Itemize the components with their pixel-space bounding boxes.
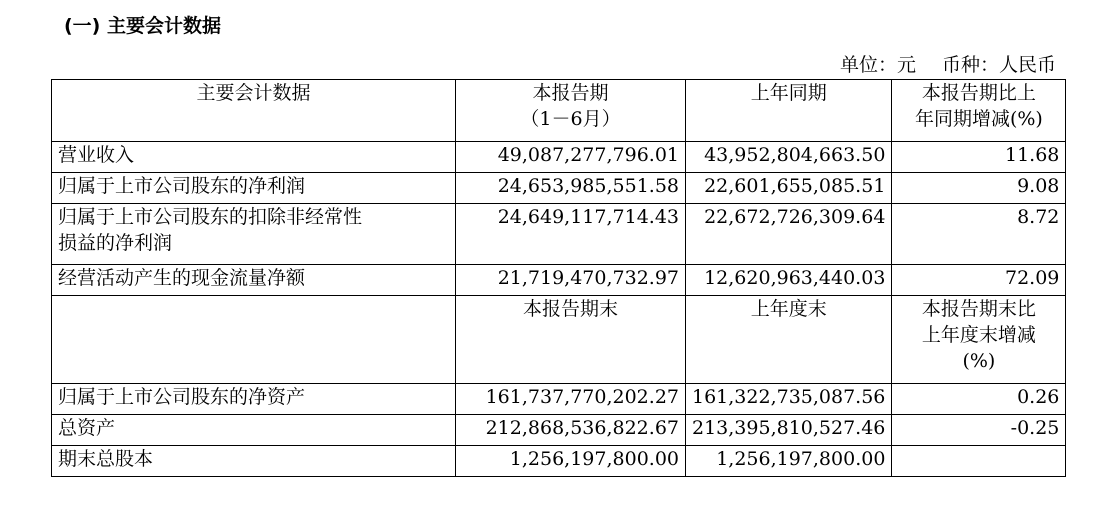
current-value: 21,719,470,732.97 bbox=[456, 265, 686, 296]
current-value: 24,649,117,714.43 bbox=[456, 204, 686, 265]
subheader-change-line2: 上年度末增减 bbox=[921, 324, 1036, 346]
table-row bbox=[52, 142, 1066, 173]
header-current-period-line2: （1－6月） bbox=[520, 108, 621, 130]
table-row bbox=[52, 384, 1066, 415]
current-value: 212,868,536,822.67 bbox=[456, 415, 686, 446]
subheader-change-percent bbox=[892, 296, 1066, 384]
subheader-period-end: 本报告期末 bbox=[456, 296, 686, 384]
current-value: 161,737,770,202.27 bbox=[456, 384, 686, 415]
prior-value: 22,672,726,309.64 bbox=[686, 204, 892, 265]
table-row bbox=[52, 446, 1066, 477]
table-row bbox=[52, 415, 1066, 446]
prior-value: 1,256,197,800.00 bbox=[686, 446, 892, 477]
header-prior-period: 上年同期 bbox=[686, 80, 892, 142]
current-value: 49,087,277,796.01 bbox=[456, 142, 686, 173]
change-value: -0.25 bbox=[892, 415, 1066, 446]
change-value: 8.72 bbox=[892, 204, 1066, 265]
subheader-change-line3: (%) bbox=[962, 350, 996, 372]
change-value bbox=[892, 446, 1066, 477]
prior-value: 213,395,810,527.46 bbox=[686, 415, 892, 446]
prior-value: 43,952,804,663.50 bbox=[686, 142, 892, 173]
main-accounting-data-table bbox=[51, 79, 1066, 477]
change-value: 9.08 bbox=[892, 173, 1066, 204]
subheader-prior-year-end: 上年度末 bbox=[686, 296, 892, 384]
row-label: 总资产 bbox=[52, 415, 456, 446]
header-main-data: 主要会计数据 bbox=[52, 80, 456, 142]
row-label-line1: 归属于上市公司股东的扣除非经常性 bbox=[58, 206, 363, 228]
change-value: 72.09 bbox=[892, 265, 1066, 296]
change-value: 11.68 bbox=[892, 142, 1066, 173]
table-row bbox=[52, 204, 1066, 265]
header-current-period-line1: 本报告期 bbox=[532, 82, 609, 104]
header-change-percent bbox=[892, 80, 1066, 142]
row-label: 期末总股本 bbox=[52, 446, 456, 477]
row-label: 归属于上市公司股东的净利润 bbox=[52, 173, 456, 204]
header-change-line1: 本报告期比上 bbox=[921, 82, 1036, 104]
unit-label: 单位：元 bbox=[839, 54, 916, 76]
change-value: 0.26 bbox=[892, 384, 1066, 415]
row-label bbox=[52, 204, 456, 265]
unit-currency-line bbox=[840, 52, 1056, 78]
subheader-change-line1: 本报告期末比 bbox=[921, 298, 1036, 320]
prior-value: 22,601,655,085.51 bbox=[686, 173, 892, 204]
currency-label: 币种：人民币 bbox=[941, 54, 1056, 76]
row-label: 归属于上市公司股东的净资产 bbox=[52, 384, 456, 415]
prior-value: 161,322,735,087.56 bbox=[686, 384, 892, 415]
table-header-row bbox=[52, 80, 1066, 142]
current-value: 24,653,985,551.58 bbox=[456, 173, 686, 204]
table-subheader-row bbox=[52, 296, 1066, 384]
subheader-empty bbox=[52, 296, 456, 384]
row-label-line2: 损益的净利润 bbox=[58, 232, 173, 254]
header-change-line2: 年同期增减(%) bbox=[914, 108, 1043, 130]
table-row bbox=[52, 173, 1066, 204]
prior-value: 12,620,963,440.03 bbox=[686, 265, 892, 296]
current-value: 1,256,197,800.00 bbox=[456, 446, 686, 477]
section-title: (一) 主要会计数据 bbox=[64, 15, 221, 37]
row-label: 营业收入 bbox=[52, 142, 456, 173]
table-row bbox=[52, 265, 1066, 296]
row-label: 经营活动产生的现金流量净额 bbox=[52, 265, 456, 296]
header-current-period bbox=[456, 80, 686, 142]
